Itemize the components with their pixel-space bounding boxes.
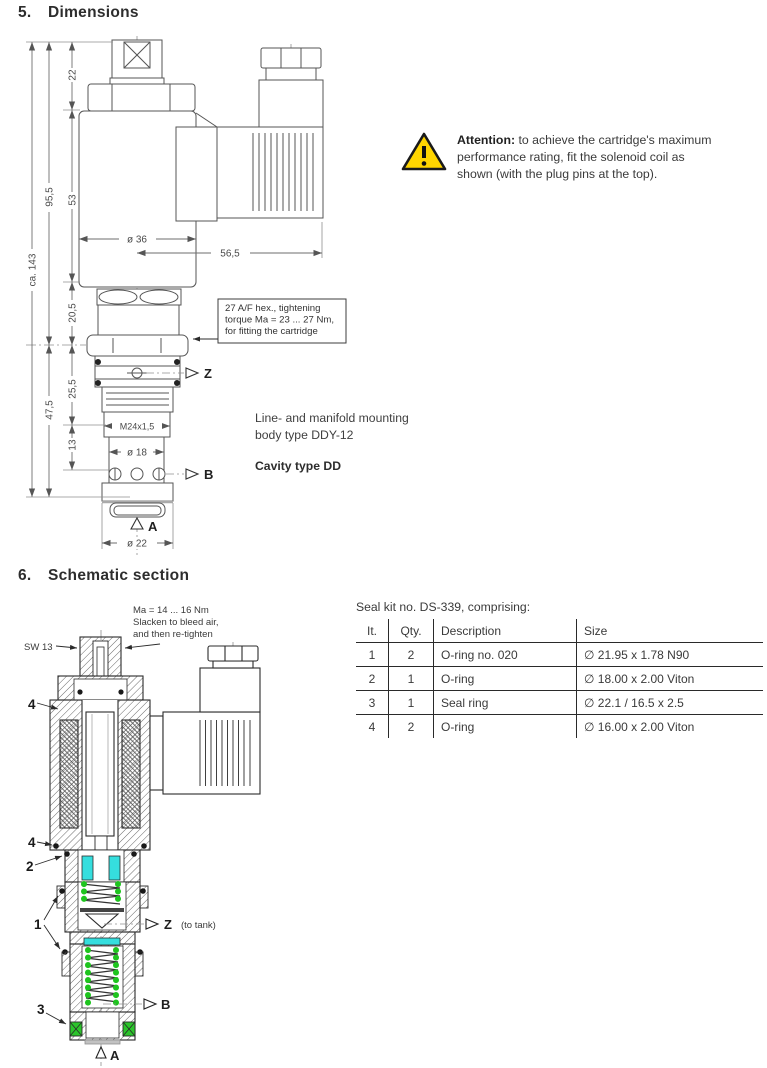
seal-cyan	[82, 856, 93, 880]
section5-heading	[18, 4, 139, 22]
cell-size: ∅ 21.95 x 1.78 N90	[577, 643, 764, 667]
o-ring-dot	[140, 888, 146, 894]
cell-description: O-ring	[434, 667, 577, 691]
dim-56-5: 56,5	[220, 248, 240, 260]
upper-flange	[58, 676, 143, 700]
schematic-port-a: A	[110, 1048, 120, 1063]
seal-kit-block	[356, 600, 763, 738]
seal-kit-table	[356, 619, 763, 738]
attention-note	[457, 132, 719, 183]
coil-winding	[122, 720, 140, 828]
note-line-1: 27 A/F hex., tightening	[225, 303, 321, 314]
table-row	[356, 667, 763, 691]
section5-number: 5.	[18, 4, 32, 21]
port-z-label: Z	[204, 366, 212, 381]
col-header-it: It.	[356, 619, 389, 643]
o-ring-dot	[131, 851, 137, 857]
cartridge-outline	[87, 289, 188, 517]
port-a-label: A	[148, 519, 158, 534]
o-ring-dot	[64, 851, 70, 857]
col-header-qty: Qty.	[389, 619, 434, 643]
cell-it: 1	[356, 643, 389, 667]
b-arrow	[186, 469, 198, 479]
ma-note-line-1: Ma = 14 ... 16 Nm	[133, 605, 209, 616]
a-arrow	[96, 1047, 106, 1058]
o-ring-dot	[77, 689, 82, 694]
armature	[86, 712, 114, 836]
a-arrow	[131, 518, 143, 529]
solenoid-connector	[176, 48, 323, 221]
cell-description: O-ring no. 020	[434, 643, 577, 667]
cell-size: ∅ 16.00 x 2.00 Viton	[584, 719, 695, 734]
schematic-connector	[150, 646, 260, 794]
note-line-2: torque Ma = 23 ... 27 Nm,	[225, 314, 335, 326]
item-label-4-top: 4	[28, 697, 36, 712]
cell-description: O-ring	[434, 715, 577, 739]
o-ring-dot	[174, 359, 180, 365]
attention-text: to achieve the cartridge's maximum performance rating, fit the solenoid coil as shown (with the plug pins at the top).	[457, 133, 712, 181]
z-arrow	[186, 368, 198, 378]
o-ring-dot	[174, 380, 180, 386]
cell-qty: 2	[389, 643, 434, 667]
section6-heading	[18, 567, 189, 585]
cell-description: Seal ring	[434, 691, 577, 715]
dim-13: 13	[67, 439, 79, 451]
cell-it: 2	[356, 667, 389, 691]
dim-25-5: 25,5	[67, 379, 79, 399]
schematic-drawing	[24, 605, 260, 1066]
mounting-line-2: body type DDY-12	[255, 427, 354, 442]
dim-dia18: ø 18	[126, 447, 148, 459]
seal-cyan	[109, 856, 120, 880]
seal-kit-title: Seal kit no. DS-339, comprising:	[356, 600, 531, 614]
col-header-description: Description	[434, 619, 577, 643]
item-label-3: 3	[37, 1002, 45, 1017]
sw13-label: SW 13	[24, 642, 53, 653]
dim-20-5: 20,5	[67, 303, 79, 323]
coil-winding	[60, 720, 78, 828]
mounting-note	[255, 410, 409, 443]
cell-qty: 1	[389, 691, 434, 715]
dim-95-5: 95,5	[44, 187, 56, 207]
main-spring-chamber	[62, 932, 143, 1012]
dim-m24: M24x1,5	[119, 421, 155, 432]
attention-label: Attention:	[457, 133, 516, 147]
ma-note-line-2: Slacken to bleed air,	[133, 617, 219, 628]
cavity-type-label: Cavity type DD	[255, 459, 342, 473]
dim-22: 22	[67, 69, 79, 81]
o-ring-dot	[59, 888, 65, 894]
item-label-1: 1	[34, 917, 42, 932]
cell-size: ∅ 18.00 x 2.00 Viton	[577, 667, 764, 691]
cell-it: 4	[356, 715, 389, 739]
note-line-3: for fitting the cartridge	[225, 326, 318, 337]
bottom-nut	[70, 1012, 135, 1044]
mounting-line-1: Line- and manifold mounting	[255, 411, 409, 425]
section5-title: Dimensions	[48, 4, 139, 21]
dim-dia22: ø 22	[126, 538, 148, 550]
cell-size: ∅ 22.1 / 16.5 x 2.5	[577, 691, 764, 715]
seal-cyan	[84, 938, 120, 945]
dim-53: 53	[67, 194, 79, 206]
dim-ca143: ca. 143	[27, 253, 39, 287]
b-arrow	[144, 999, 156, 1009]
port-b-label: B	[204, 467, 214, 482]
item-label-2: 2	[26, 859, 34, 874]
dim-dia36: ø 36	[126, 234, 148, 246]
table-header-row	[356, 619, 763, 643]
schematic-port-b: B	[161, 997, 171, 1012]
warning-triangle-icon	[403, 134, 445, 169]
hex-nut	[87, 335, 188, 356]
col-header-size: Size	[577, 619, 764, 643]
o-ring-dot	[95, 359, 101, 365]
table-row	[356, 691, 763, 715]
z-arrow	[146, 919, 158, 929]
table-row	[356, 715, 763, 739]
cross-hole	[131, 468, 143, 480]
torque-note-box	[193, 299, 346, 343]
o-ring-dot	[141, 843, 147, 849]
table-row	[356, 643, 763, 667]
ma-note-line-3: and then re-tighten	[133, 629, 213, 640]
bleed-nut	[80, 637, 121, 676]
section6-number: 6.	[18, 567, 32, 584]
cell-it: 3	[356, 691, 389, 715]
item-label-4-bottom: 4	[28, 835, 36, 850]
o-ring-dot	[118, 689, 123, 694]
schematic-port-z: Z	[164, 917, 172, 932]
section6-title: Schematic section	[48, 567, 190, 584]
dimension-drawing	[26, 36, 445, 556]
cell-qty: 1	[389, 667, 434, 691]
o-ring-dot	[95, 380, 101, 386]
cell-qty: 2	[389, 715, 434, 739]
o-ring-dot	[53, 843, 59, 849]
dim-47-5: 47,5	[44, 400, 56, 420]
to-tank-label: (to tank)	[181, 920, 216, 931]
